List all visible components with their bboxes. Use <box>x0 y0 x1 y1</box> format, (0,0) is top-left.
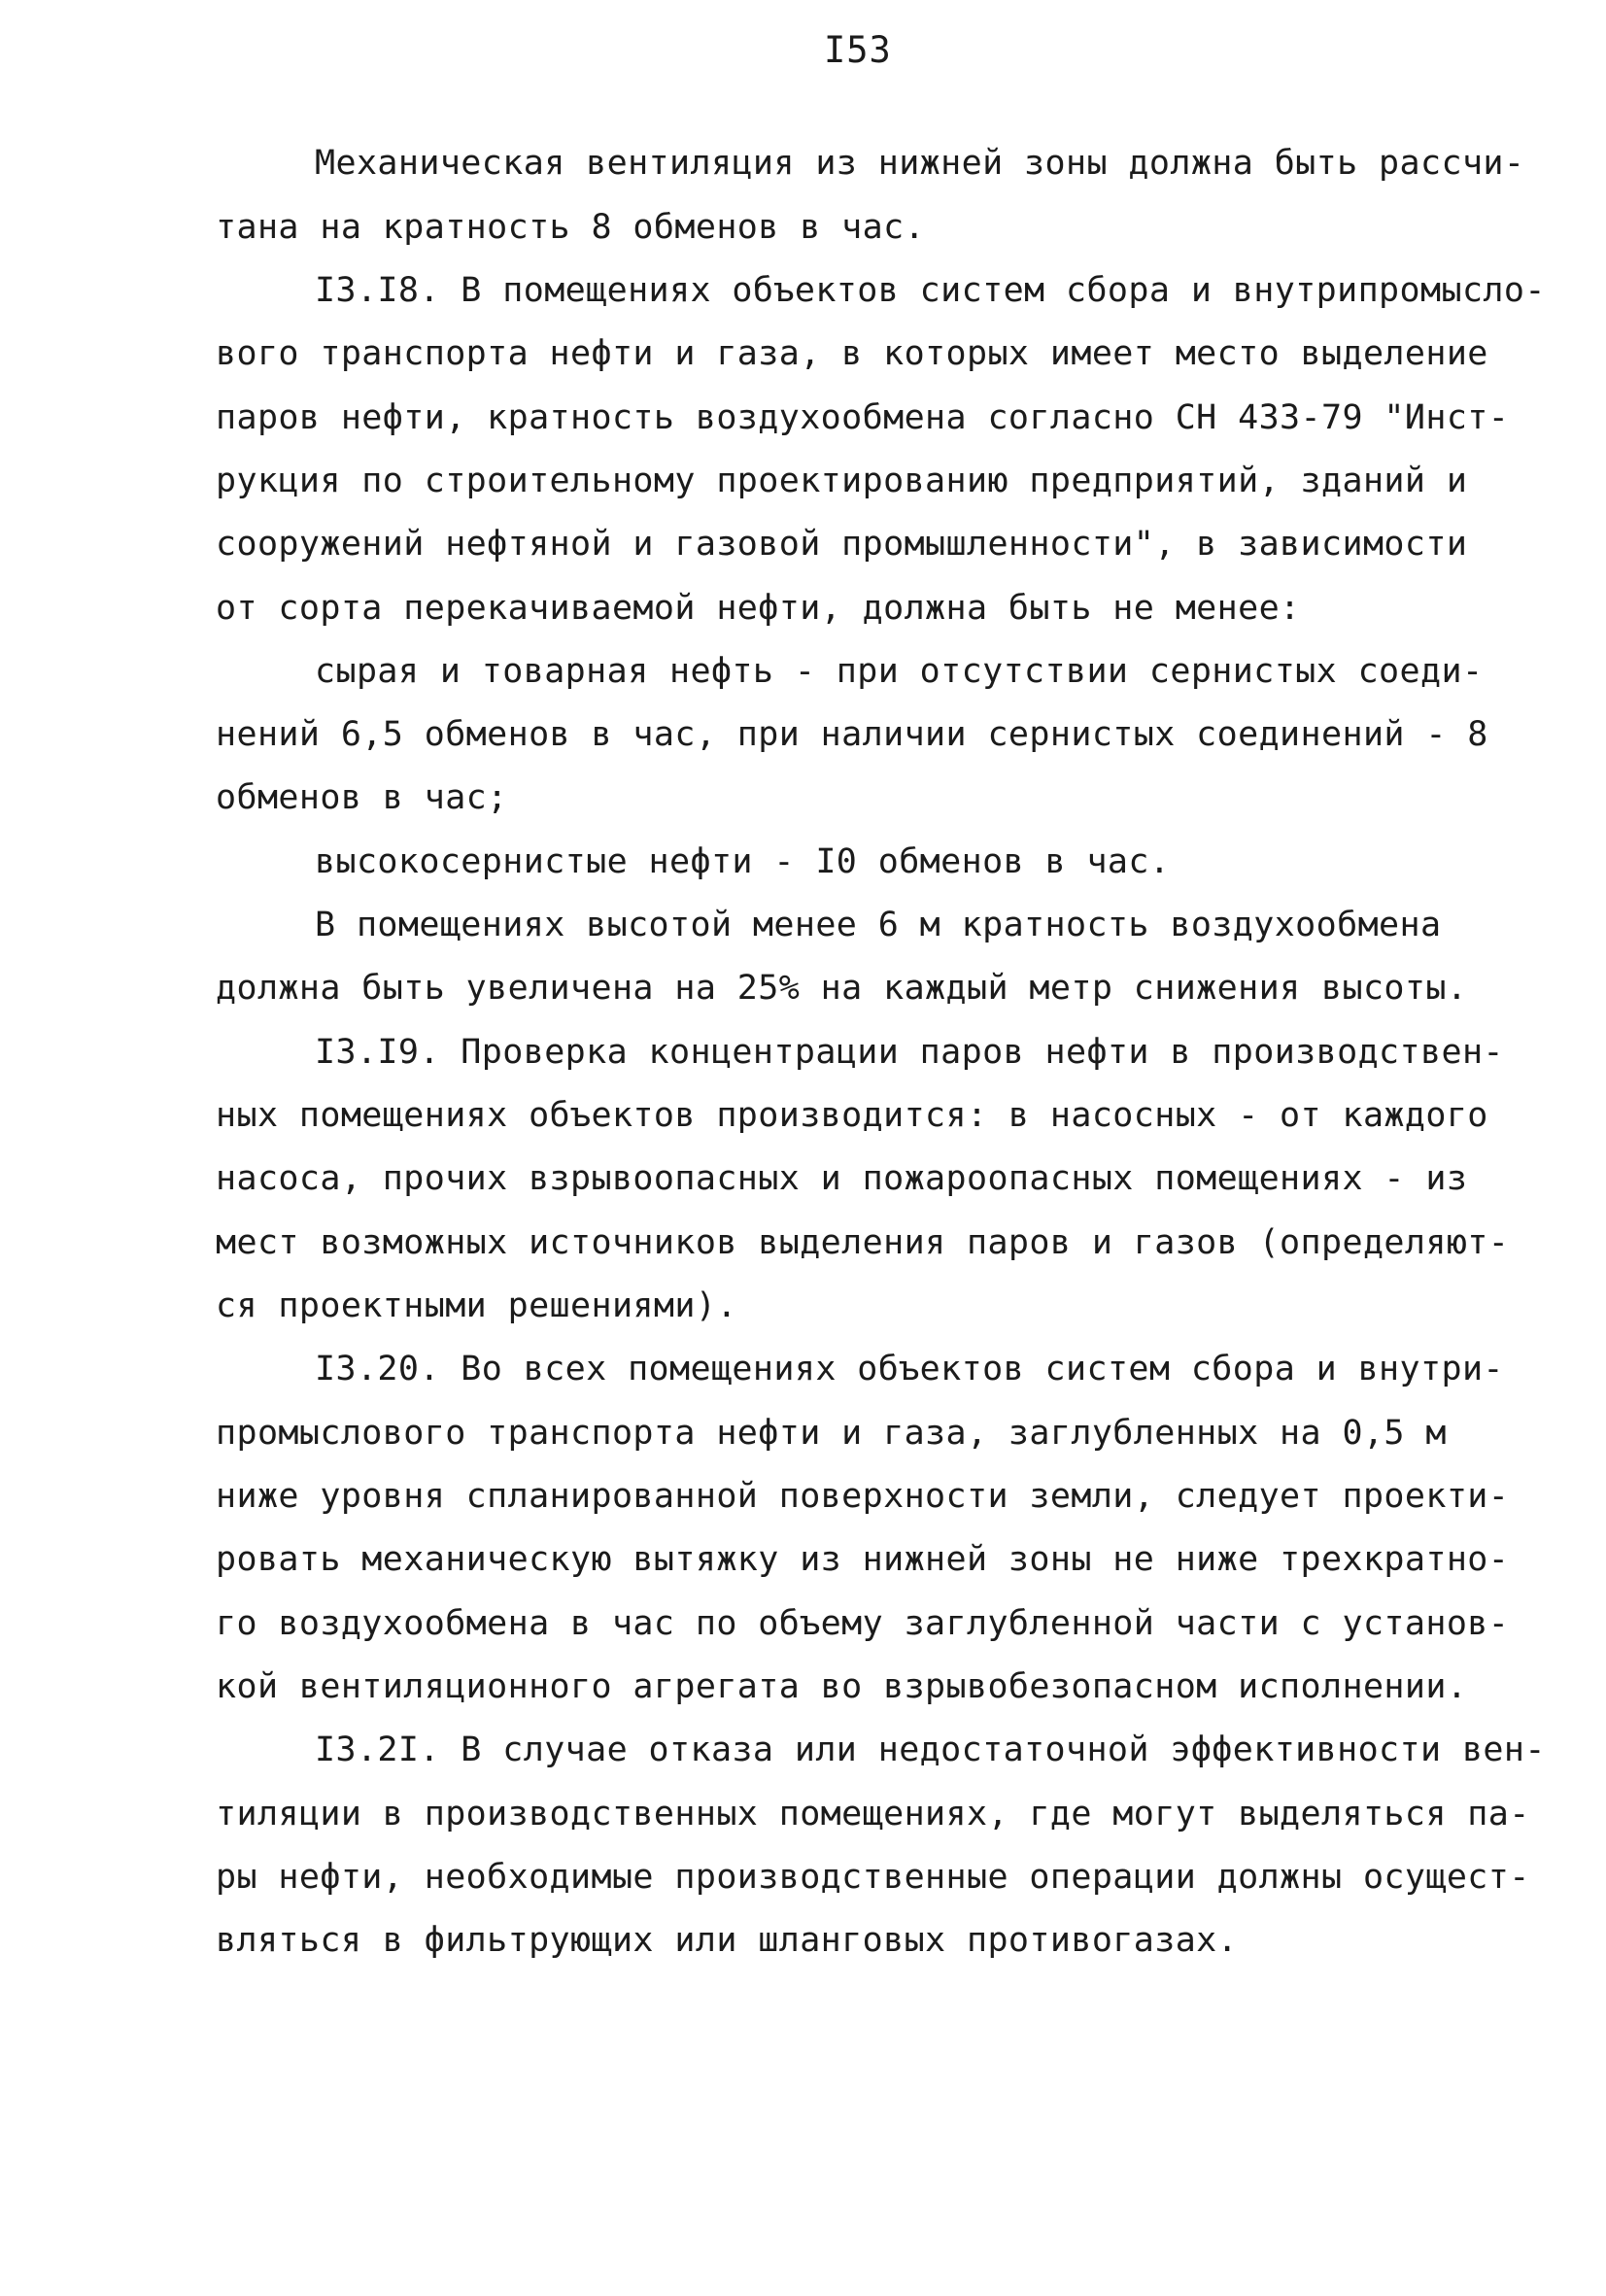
text-line-23: ровать механическую вытяжку из нижней зоны не ниже трехкратно- <box>216 1540 1510 1579</box>
text-line-1: Механическая вентиляция из нижней зоны должна быть рассчи- <box>315 144 1525 183</box>
text-line-19: ся проектными решениями). <box>216 1286 737 1325</box>
text-line-21: промыслового транспорта нефти и газа, заглубленных на 0,5 м <box>216 1414 1447 1453</box>
text-line-17: насоса, прочих взрывоопасных и пожароопасных помещениях - из <box>216 1159 1468 1198</box>
text-line-29: вляться в фильтрующих или шланговых противогазах. <box>216 1921 1239 1960</box>
text-line-18: мест возможных источников выделения паров и газов (определяют- <box>216 1223 1510 1262</box>
text-line-14: должна быть увеличена на 25% на каждый метр снижения высоты. <box>216 969 1468 1008</box>
text-line-16: ных помещениях объектов производится: в насосных - от каждого <box>216 1096 1488 1135</box>
text-line-4: вого транспорта нефти и газа, в которых имеет место выделение <box>216 334 1488 373</box>
text-line-8: от сорта перекачиваемой нефти, должна быть не менее: <box>216 589 1301 628</box>
text-line-22: ниже уровня спланированной поверхности земли, следует проекти- <box>216 1477 1510 1516</box>
text-line-25: кой вентиляционного агрегата во взрывобезопасном исполнении. <box>216 1667 1468 1706</box>
text-line-26: I3.2I. В случае отказа или недостаточной эффективности вен- <box>315 1731 1546 1769</box>
text-line-7: сооружений нефтяной и газовой промышленности", в зависимости <box>216 525 1468 564</box>
text-line-15: I3.I9. Проверка концентрации паров нефти в производствен- <box>315 1033 1504 1072</box>
text-line-6: рукция по строительному проектированию предприятий, зданий и <box>216 462 1468 500</box>
text-line-2: тана на кратность 8 обменов в час. <box>216 208 926 247</box>
text-line-5: паров нефти, кратность воздухообмена согласно СН 433-79 "Инст- <box>216 398 1510 437</box>
text-line-9: сырая и товарная нефть - при отсутствии сернистых соеди- <box>315 652 1484 691</box>
text-line-28: ры нефти, необходимые производственные операции должны осущест- <box>216 1858 1530 1897</box>
text-line-11: обменов в час; <box>216 778 508 817</box>
text-line-10: нений 6,5 обменов в час, при наличии сернистых соединений - 8 <box>216 715 1488 754</box>
text-line-12: высокосернистые нефти - I0 обменов в час. <box>315 842 1171 881</box>
text-line-20: I3.20. Во всех помещениях объектов систем сбора и внутри- <box>315 1350 1504 1388</box>
text-line-3: I3.I8. В помещениях объектов систем сбора и внутрипромысло- <box>315 271 1546 310</box>
page-number: I53 <box>824 29 892 71</box>
text-line-27: тиляции в производственных помещениях, где могут выделяться па- <box>216 1795 1530 1833</box>
text-line-24: го воздухообмена в час по объему заглубленной части с установ- <box>216 1604 1510 1643</box>
text-line-13: В помещениях высотой менее 6 м кратность воздухообмена <box>315 906 1442 944</box>
